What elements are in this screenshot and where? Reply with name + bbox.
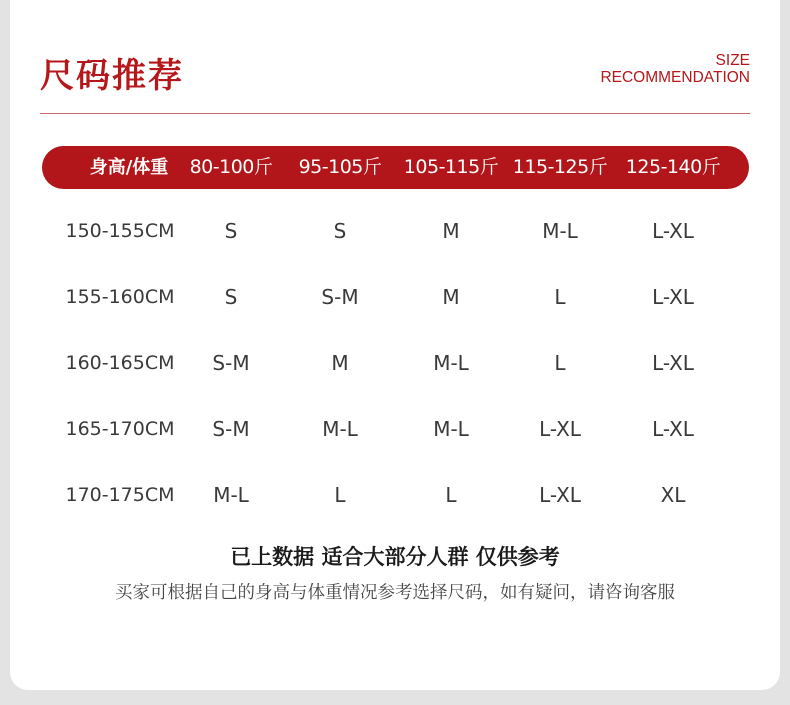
english-subtitle-line-1: SIZE [715, 52, 750, 69]
size-cell: M-L [542, 219, 578, 243]
size-cell: L-XL [652, 351, 694, 375]
row-height-cell: 150-155CM [65, 220, 175, 242]
table-row [10, 348, 780, 378]
table-header [42, 146, 749, 189]
disclaimer-text: 买家可根据自己的身高与体重情况参考选择尺码，如有疑问，请咨询客服 [115, 583, 675, 603]
size-chart-card [10, 0, 780, 690]
size-cell: L [334, 483, 346, 507]
size-cell: XL [660, 483, 686, 507]
table-row [10, 216, 780, 246]
size-cell: S-M [212, 417, 250, 441]
size-cell: S-M [212, 351, 250, 375]
size-cell: S [224, 219, 238, 243]
size-cell: M-L [213, 483, 249, 507]
header-cell-125-140: 125-140斤 [625, 156, 721, 178]
table-row [10, 414, 780, 444]
row-height-cell: 160-165CM [65, 352, 175, 374]
page-title: 尺码推荐 [40, 56, 184, 96]
size-cell: L-XL [652, 219, 694, 243]
size-cell: L-XL [539, 483, 581, 507]
size-cell: S [224, 285, 238, 309]
size-cell: L-XL [652, 417, 694, 441]
size-cell: M-L [433, 417, 469, 441]
size-cell: M-L [322, 417, 358, 441]
table-row [10, 480, 780, 510]
size-cell: L [554, 285, 566, 309]
size-cell: L-XL [539, 417, 581, 441]
row-height-cell: 155-160CM [65, 286, 175, 308]
header-cell-105-115: 105-115斤 [403, 156, 499, 178]
row-height-cell: 165-170CM [65, 418, 175, 440]
size-cell: L [445, 483, 457, 507]
table-row [10, 282, 780, 312]
header-cell-80-100: 80-100斤 [189, 156, 273, 178]
english-subtitle [600, 52, 750, 86]
size-cell: S-M [321, 285, 359, 309]
row-height-cell: 170-175CM [65, 484, 175, 506]
header-cell-115-125: 115-125斤 [512, 156, 608, 178]
title-divider [40, 113, 750, 114]
size-cell: M-L [433, 351, 469, 375]
size-cell: L [554, 351, 566, 375]
size-cell: S [333, 219, 347, 243]
size-cell: M [442, 285, 460, 309]
header-cell-95-105: 95-105斤 [298, 156, 382, 178]
size-cell: M [442, 219, 460, 243]
english-subtitle-line-2: RECOMMENDATION [600, 69, 750, 86]
header-cell-height-weight: 身高/体重 [89, 157, 169, 178]
size-cell: L-XL [652, 285, 694, 309]
size-cell: M [331, 351, 349, 375]
disclaimer-heading: 已上数据 适合大部分人群 仅供参考 [230, 545, 560, 569]
